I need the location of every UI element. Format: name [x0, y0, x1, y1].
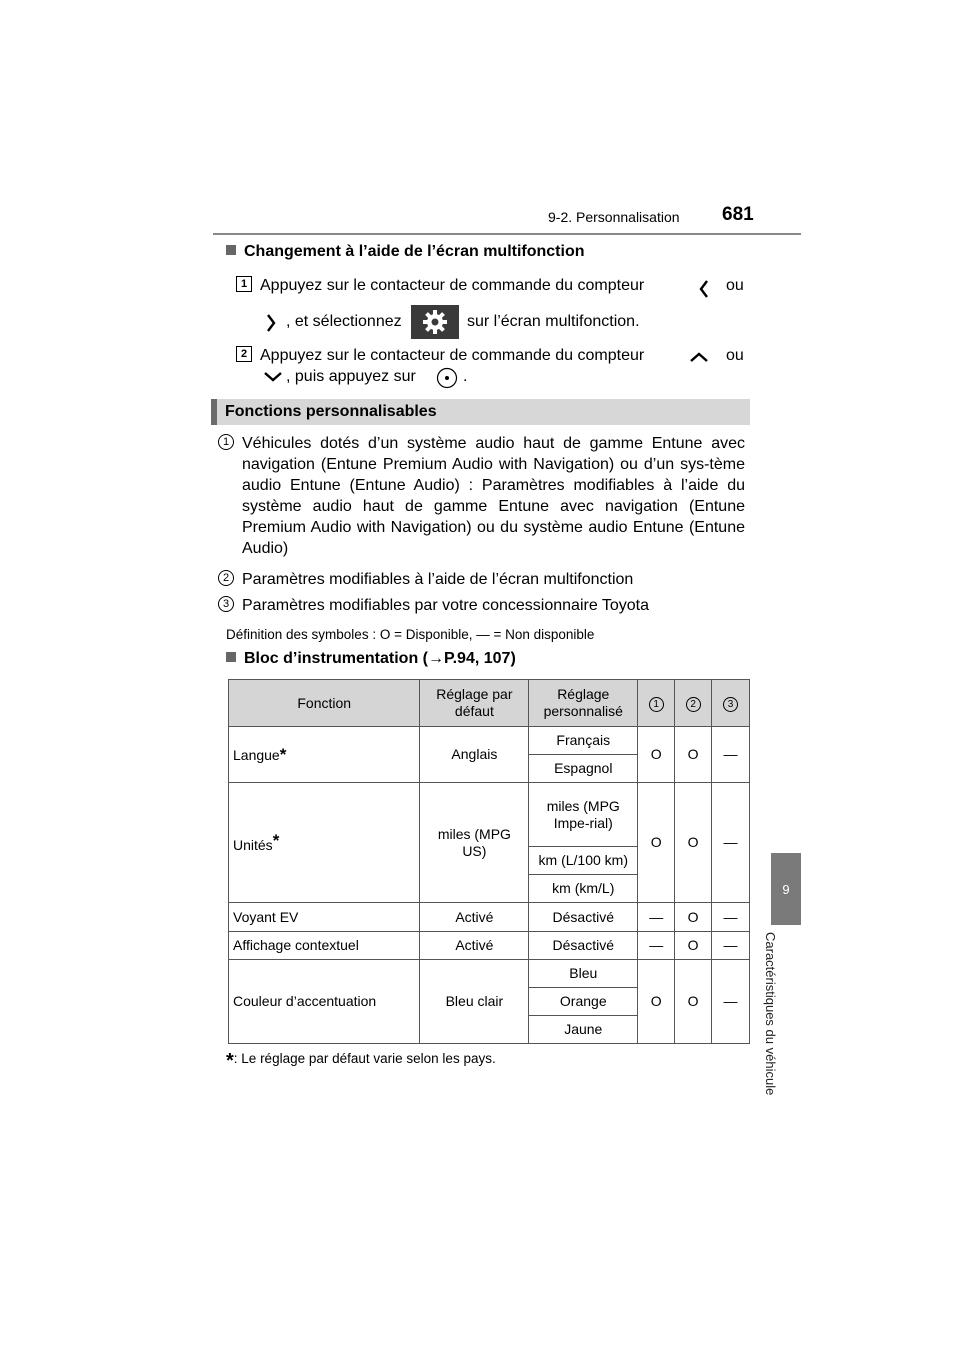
header-function: Fonction [229, 680, 420, 727]
step-2-period: . [463, 368, 468, 385]
step-2-badge: 2 [236, 346, 252, 362]
row-couleur-default: Bleu clair [420, 960, 529, 1044]
row-couleur-opt3: Jaune [529, 1016, 638, 1044]
settings-table [228, 679, 750, 1044]
step-1-badge: 1 [236, 276, 252, 292]
row-unites-c1: O [638, 783, 675, 903]
table-row [229, 903, 750, 932]
cluster-heading-text: Bloc d’instrumentation (→P.94, 107) [244, 650, 516, 667]
row-voyant-c2: O [675, 903, 712, 932]
row-voyant-opt1: Désactivé [529, 903, 638, 932]
row-couleur-name: Couleur d’accentuation [229, 960, 420, 1044]
table-row [229, 783, 750, 847]
symbol-legend: Définition des symboles : O = Disponible, — = Non disponible [226, 627, 595, 642]
row-voyant-default: Activé [420, 903, 529, 932]
header-col-3-badge: 3 [723, 697, 738, 712]
row-couleur-opt2: Orange [529, 988, 638, 1016]
enter-button-icon [435, 366, 459, 390]
row-unites-default [420, 783, 529, 903]
footnote-asterisk: * [226, 1050, 234, 1072]
item-2-badge: 2 [218, 570, 234, 586]
header-custom [529, 680, 638, 727]
chapter-number: 9 [782, 881, 790, 897]
chevron-right-icon [264, 313, 278, 333]
row-unites-opt3: km (km/L) [529, 875, 638, 903]
section-bar-title: Fonctions personnalisables [225, 403, 437, 420]
section-title: 9-2. Personnalisation [548, 209, 680, 225]
row-affichage-c1: — [638, 932, 675, 960]
chapter-tab [771, 853, 801, 925]
row-unites-default-text: miles (MPG US) [437, 825, 511, 859]
row-langue-opt2: Espagnol [529, 755, 638, 783]
row-affichage-c2: O [675, 932, 712, 960]
row-unites-name [229, 783, 420, 903]
item-3-badge: 3 [218, 596, 234, 612]
header-col-1-badge: 1 [649, 697, 664, 712]
row-affichage-c3: — [712, 932, 750, 960]
row-affichage-default: Activé [420, 932, 529, 960]
step-1-screen-text: sur l’écran multifonction. [467, 313, 640, 330]
multifunction-heading [226, 243, 585, 261]
row-unites-label: Unités [233, 836, 273, 853]
table-row [229, 960, 750, 988]
table-row [229, 727, 750, 755]
table-row [229, 932, 750, 960]
step-2-press-text: , puis appuyez sur [286, 368, 416, 385]
row-unites-c2: O [675, 783, 712, 903]
row-voyant-c3: — [712, 903, 750, 932]
row-unites-opt1-text: miles (MPG Impe-rial) [546, 797, 620, 831]
row-couleur-c3: — [712, 960, 750, 1044]
header-col-2-badge: 2 [686, 697, 701, 712]
row-langue-default: Anglais [420, 727, 529, 783]
row-langue-opt1: Français [529, 727, 638, 755]
step-2-text: Appuyez sur le contacteur de commande du compteur [260, 347, 645, 364]
step-1-ou: ou [726, 277, 744, 294]
header-rule [213, 233, 801, 235]
step-1-line1 [260, 277, 746, 295]
header-default-text: Réglage par défaut [436, 686, 513, 719]
header-col-1 [638, 680, 675, 727]
row-langue-name [229, 727, 420, 783]
row-langue-c2: O [675, 727, 712, 783]
multifunction-heading-text: Changement à l’aide de l’écran multifonction [244, 243, 585, 260]
table-header-row [229, 680, 750, 727]
chevron-down-icon [262, 370, 284, 384]
item-3-text: Paramètres modifiables par votre concessionnaire Toyota [242, 597, 650, 614]
row-langue-c1: O [638, 727, 675, 783]
step-1-text: Appuyez sur le contacteur de commande du compteur [260, 277, 645, 294]
row-unites-opt1 [529, 783, 638, 847]
asterisk-mark: * [279, 744, 287, 764]
step-2-ou: ou [726, 347, 744, 364]
row-affichage-name: Affichage contextuel [229, 932, 420, 960]
row-unites-opt2: km (L/100 km) [529, 847, 638, 875]
footnote-text: : Le réglage par défaut varie selon les pays. [233, 1051, 496, 1066]
row-couleur-c2: O [675, 960, 712, 1044]
chapter-label [761, 932, 811, 1122]
item-1-text: Véhicules dotés d’un système audio haut de gamme Entune avec navigation (Entune Premium Audio with Navigation) ou d’un sys-tème audio Entune (Entune Audio) : Paramètres modifiables à l’aide du système audio haut de gamme Entune avec navigation (Entune Premium Audio with Navigation) ou du système audio Entune (Entune Audio) [242, 435, 745, 557]
item-2-text: Paramètres modifiables à l’aide de l’écran multifonction [242, 571, 634, 588]
footnote [226, 1050, 496, 1073]
row-affichage-opt1: Désactivé [529, 932, 638, 960]
square-bullet-icon [226, 245, 236, 255]
row-unites-c3: — [712, 783, 750, 903]
page-number: 681 [722, 204, 754, 225]
header-custom-text: Réglage personnalisé [543, 686, 623, 719]
header-col-2 [675, 680, 712, 727]
row-voyant-c1: — [638, 903, 675, 932]
settings-gear-icon [411, 305, 459, 339]
row-couleur-c1: O [638, 960, 675, 1044]
row-couleur-opt1: Bleu [529, 960, 638, 988]
square-bullet-icon [226, 652, 236, 662]
asterisk-mark: * [272, 830, 280, 850]
item-1-badge: 1 [218, 434, 234, 450]
header-col-3 [712, 680, 750, 727]
section-bar [211, 399, 750, 425]
row-langue-c3: — [712, 727, 750, 783]
header-default [420, 680, 529, 727]
step-1-select-text: , et sélectionnez [286, 313, 402, 330]
chapter-label-text: Caractéristiques du véhicule [763, 932, 778, 1096]
chevron-up-icon [688, 350, 710, 364]
cluster-heading [226, 650, 516, 668]
chevron-left-icon [697, 279, 711, 299]
row-voyant-name: Voyant EV [229, 903, 420, 932]
row-langue-label: Langue [233, 746, 280, 763]
